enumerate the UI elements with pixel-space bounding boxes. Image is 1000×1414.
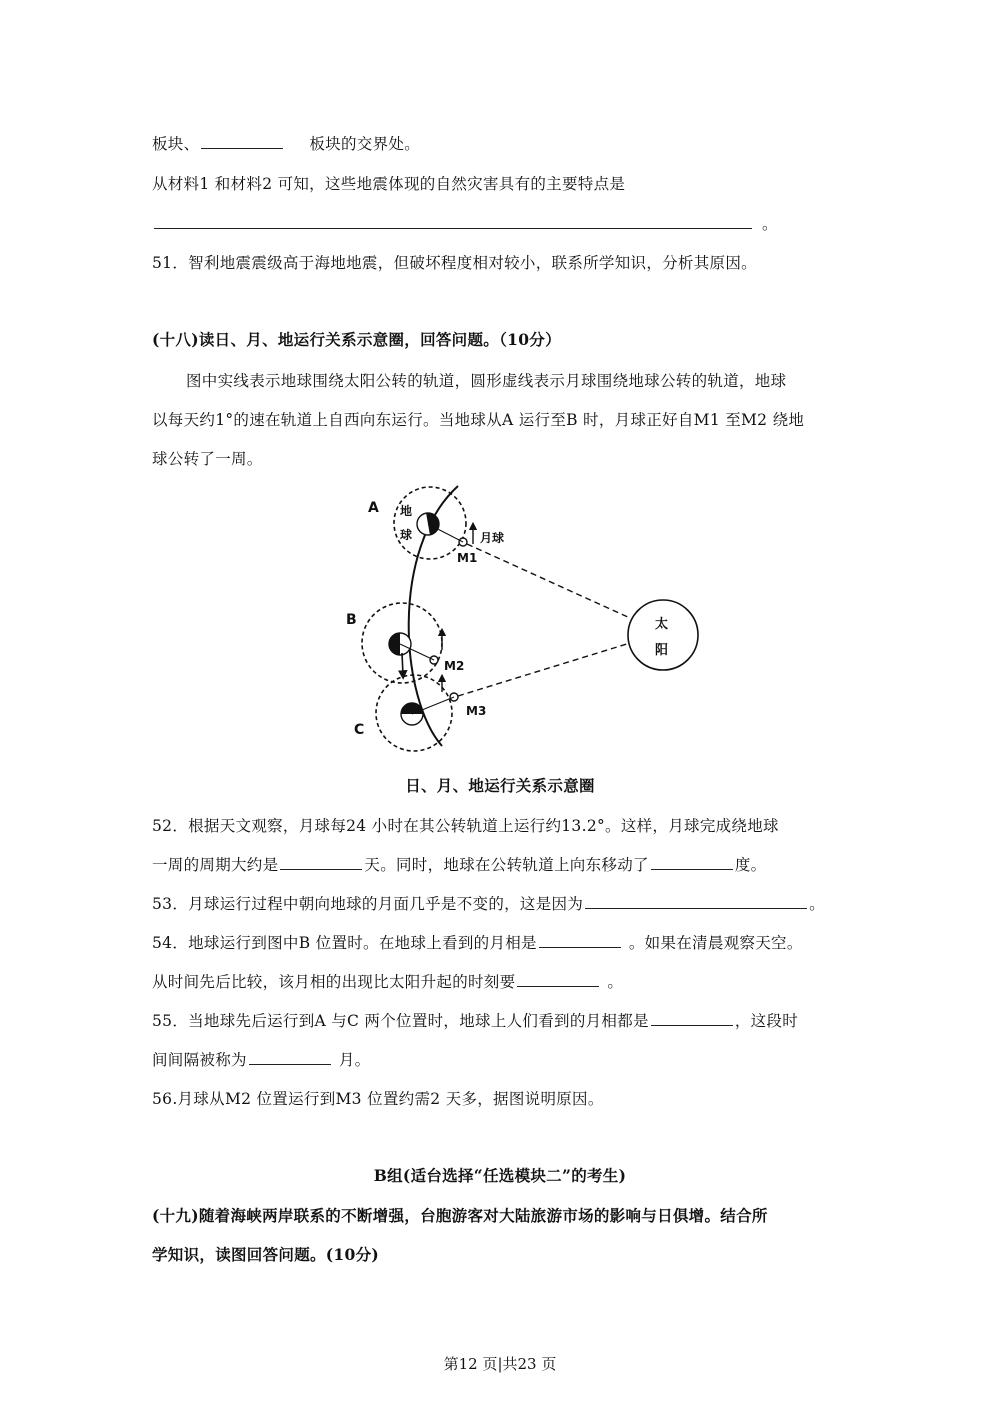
q52-text-a: 一周的周期大约是 xyxy=(152,856,279,874)
label-earth-2: 球 xyxy=(400,528,413,542)
text-period: 。 xyxy=(762,215,778,233)
q55-text-c: 间间隔被称为 xyxy=(152,1051,247,1069)
q54-text-d: 。 xyxy=(607,973,624,991)
section-19-line-2: 学知识，读图回答问题。(10分) xyxy=(152,1245,380,1264)
question-52-line-2 xyxy=(152,853,766,875)
question-54-line-1 xyxy=(152,931,803,953)
question-54-line-2 xyxy=(152,970,623,992)
section-18-title: (十八)读日、月、地运行关系示意圈，回答问题。（10分） xyxy=(152,330,561,349)
q52-text-c: 度。 xyxy=(734,856,767,874)
question-55-line-1 xyxy=(152,1009,798,1031)
blank-moon-period[interactable] xyxy=(280,854,362,870)
q55-text-d: 月。 xyxy=(338,1051,371,1069)
intro-line-2: 以每天约1°的速在轨道上自西向东运行。当地球从A 运行至B 时，月球正好自M1 至M2 绕地 xyxy=(152,411,805,429)
text-plate-prefix: 板块、 xyxy=(152,135,200,153)
blank-rise-time[interactable] xyxy=(517,971,599,987)
intro-line-3: 球公转了一周。 xyxy=(152,450,263,468)
label-B: B xyxy=(346,612,357,628)
blank-month-type[interactable] xyxy=(249,1049,331,1065)
blank-moon-phase-AC[interactable] xyxy=(651,1010,733,1026)
question-51: 51．智利地震震级高于海地地震，但破坏程度相对较小，联系所学知识，分析其原因。 xyxy=(152,254,757,272)
sun-earth-moon-diagram xyxy=(330,478,710,760)
text-plate-suffix: 板块的交界处。 xyxy=(309,135,421,153)
blank-moon-phase-B[interactable] xyxy=(539,932,621,948)
q55-text-b: ，这段时 xyxy=(734,1012,799,1030)
question-55-line-2 xyxy=(152,1048,370,1070)
line-plates xyxy=(152,132,420,154)
q54-text-c: 从时间先后比较，该月相的出现比太阳升起的时刻要 xyxy=(152,973,516,991)
q55-text-a: 55．当地球先后运行到A 与C 两个位置时，地球上人们看到的月相都是 xyxy=(152,1012,649,1030)
q54-text-b: 。如果在清晨观察天空。 xyxy=(628,934,803,952)
q54-text-a: 54．地球运行到图中B 位置时。在地球上看到的月相是 xyxy=(152,934,537,952)
group-b-heading: B组(适台选择“任选模块二”的考生) xyxy=(373,1166,627,1185)
q52-text-b: 天。同时，地球在公转轨道上向东移动了 xyxy=(364,856,649,874)
line-material: 从材料1 和材料2 可知，这些地震体现的自然灾害具有的主要特点是 xyxy=(152,175,626,193)
intro-line-1: 图中实线表示地球围绕太阳公转的轨道，圆形虚线表示月球围绕地球公转的轨道，地球 xyxy=(186,372,787,390)
sun-line-M3 xyxy=(458,643,630,696)
label-M3: M3 xyxy=(466,704,487,718)
orbit-direction-arrow xyxy=(402,653,403,675)
figure-caption: 日、月、地运行关系示意圈 xyxy=(405,776,595,795)
section-19-line-1: (十九)随着海峡两岸联系的不断增强，台胞游客对大陆旅游市场的影响与日俱增。结合所 xyxy=(152,1206,768,1225)
question-53 xyxy=(152,892,825,914)
label-sun-1: 太 xyxy=(655,617,669,632)
earth-A xyxy=(417,511,441,535)
question-56: 56.月球从M2 位置运行到M3 位置约需2 天多，据图说明原因。 xyxy=(152,1090,604,1108)
q53-text-a: 53．月球运行过程中朝向地球的月面几乎是不变的，这是因为 xyxy=(152,895,584,913)
q53-text-b: 。 xyxy=(809,895,825,913)
blank-earth-degrees[interactable] xyxy=(651,854,733,870)
sun xyxy=(628,600,698,670)
label-M2: M2 xyxy=(444,659,465,673)
label-M1: M1 xyxy=(457,551,478,565)
label-moon: 月球 xyxy=(480,531,505,545)
label-A: A xyxy=(368,500,379,516)
label-sun-2: 阳 xyxy=(655,643,669,658)
question-52-line-1: 52．根据天文观察，月球每24 小时在其公转轨道上运行约13.2°。这样，月球完成绕地球 xyxy=(152,817,779,835)
page-footer: 第12 页|共23 页 xyxy=(443,1355,557,1373)
sun-line-M1 xyxy=(467,544,630,618)
label-earth-1: 地 xyxy=(400,504,413,518)
blank-features[interactable] xyxy=(154,213,752,229)
blank-plate[interactable] xyxy=(201,133,283,149)
blank-q53[interactable] xyxy=(585,893,807,909)
label-C: C xyxy=(354,722,365,738)
line-answer-long xyxy=(152,212,778,234)
